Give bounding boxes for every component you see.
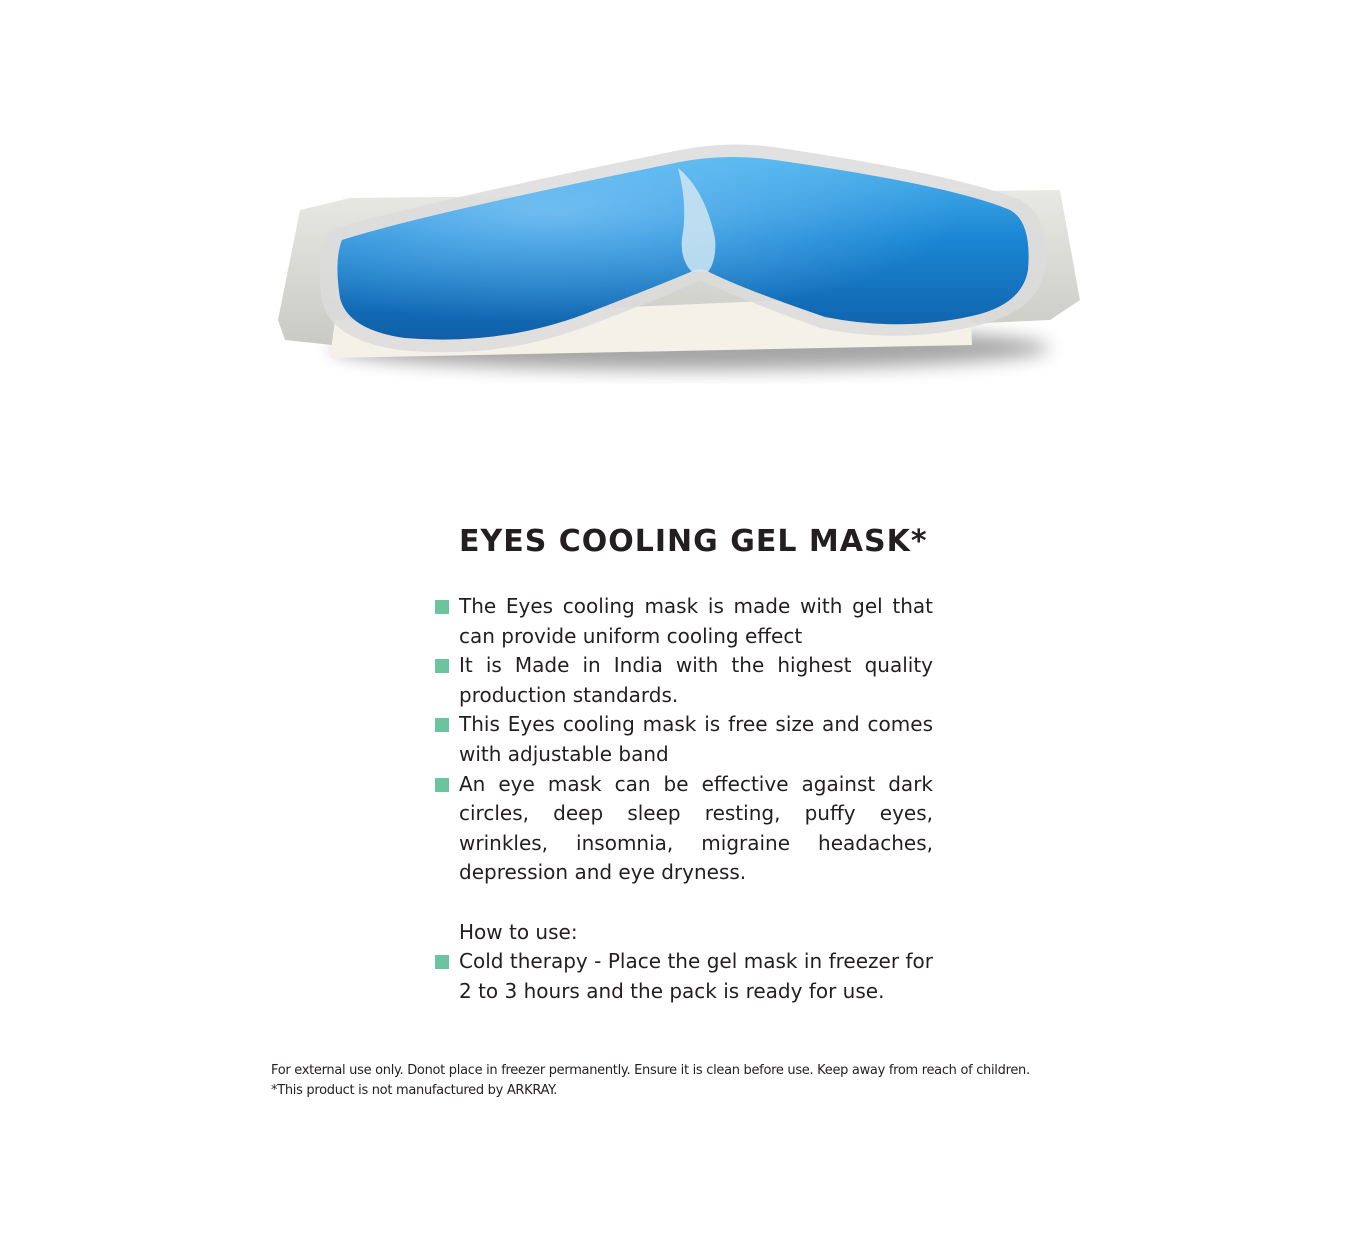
feature-list — [433, 592, 933, 888]
page-title: EYES COOLING GEL MASK* — [459, 524, 928, 559]
how-to-use-list — [433, 947, 933, 1006]
bullet-square-icon — [435, 659, 449, 673]
bullet-square-icon — [435, 955, 449, 969]
feature-text: This Eyes cooling mask is free size and comes with adjustable band — [459, 712, 933, 766]
feature-text: It is Made in India with the highest quality production standards. — [459, 653, 933, 707]
disclaimer-text: *This product is not manufactured by ARKRAY. — [271, 1083, 558, 1098]
list-item — [433, 651, 933, 710]
list-item — [433, 770, 933, 888]
list-item — [433, 947, 933, 1006]
list-item — [433, 592, 933, 651]
bullet-square-icon — [435, 778, 449, 792]
feature-text: The Eyes cooling mask is made with gel that can provide uniform cooling effect — [459, 594, 933, 648]
step-text: Cold therapy - Place the gel mask in freezer for 2 to 3 hours and the pack is ready for use. — [459, 949, 933, 1003]
product-details — [433, 592, 933, 1006]
bullet-square-icon — [435, 718, 449, 732]
how-to-use-heading: How to use: — [459, 919, 578, 944]
product-image — [260, 120, 1130, 410]
feature-text: An eye mask can be effective against dark circles, deep sleep resting, puffy eyes, wrinkles, insomnia, migraine headaches, depression and eye dryness. — [459, 771, 933, 885]
warning-text: For external use only. Donot place in freezer permanently. Ensure it is clean before use. Keep away from reach of children. — [271, 1063, 1030, 1078]
list-item — [433, 710, 933, 769]
bullet-square-icon — [435, 600, 449, 614]
footer-notes — [271, 1061, 1030, 1101]
